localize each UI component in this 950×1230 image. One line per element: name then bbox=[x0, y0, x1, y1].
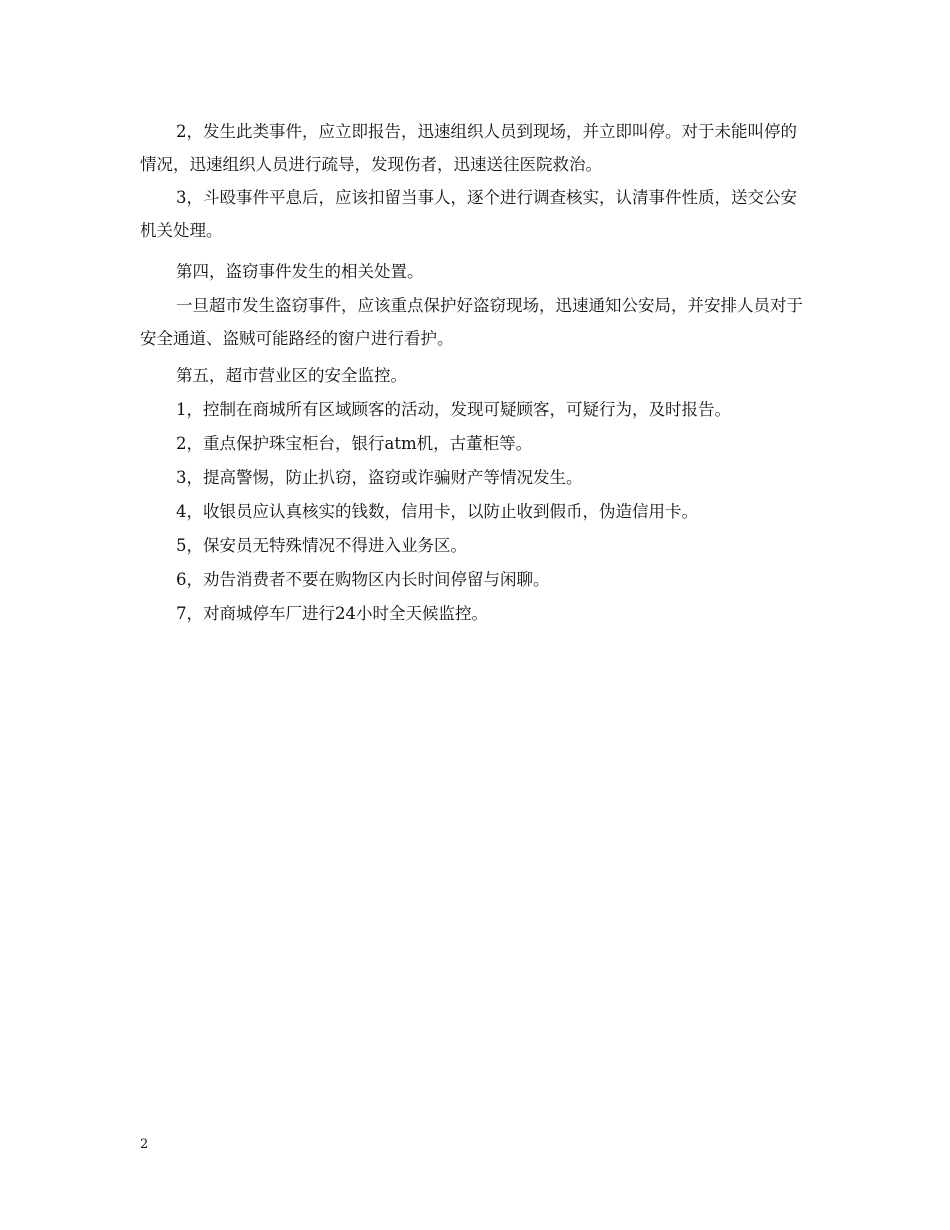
section-heading-5: 第五，超市营业区的安全监控。 bbox=[176, 366, 407, 385]
list-item-5: 5，保安员无特殊情况不得进入业务区。 bbox=[176, 536, 467, 555]
paragraph-1: 2，发生此类事件，应立即报告，迅速组织人员到现场，并立即叫停。对于未能叫停的情况，迅速组织人员进行疏导，发现伤者，迅速送往医院救治。 bbox=[140, 122, 797, 174]
page-number: 2 bbox=[140, 1137, 149, 1152]
list-item-1: 1，控制在商城所有区域顾客的活动，发现可疑顾客，可疑行为，及时报告。 bbox=[176, 400, 731, 419]
list-item-7: 7，对商城停车厂进行24小时全天候监控。 bbox=[176, 604, 488, 623]
list-item-2: 2，重点保护珠宝柜台，银行atm机，古董柜等。 bbox=[176, 434, 533, 453]
section-heading-4: 第四，盗窃事件发生的相关处置。 bbox=[176, 262, 424, 281]
paragraph-2: 3，斗殴事件平息后，应该扣留当事人，逐个进行调查核实，认清事件性质，送交公安机关处理。 bbox=[140, 188, 797, 240]
paragraph-3: 一旦超市发生盗窃事件，应该重点保护好盗窃现场，迅速通知公安局，并安排人员对于安全通道、盗贼可能路经的窗户进行看护。 bbox=[140, 296, 803, 348]
list-item-4: 4，收银员应认真核实的钱数，信用卡，以防止收到假币，伪造信用卡。 bbox=[176, 502, 698, 521]
list-item-6: 6，劝告消费者不要在购物区内长时间停留与闲聊。 bbox=[176, 570, 550, 589]
list-item-3: 3，提高警惕，防止扒窃，盗窃或诈骗财产等情况发生。 bbox=[176, 468, 583, 487]
